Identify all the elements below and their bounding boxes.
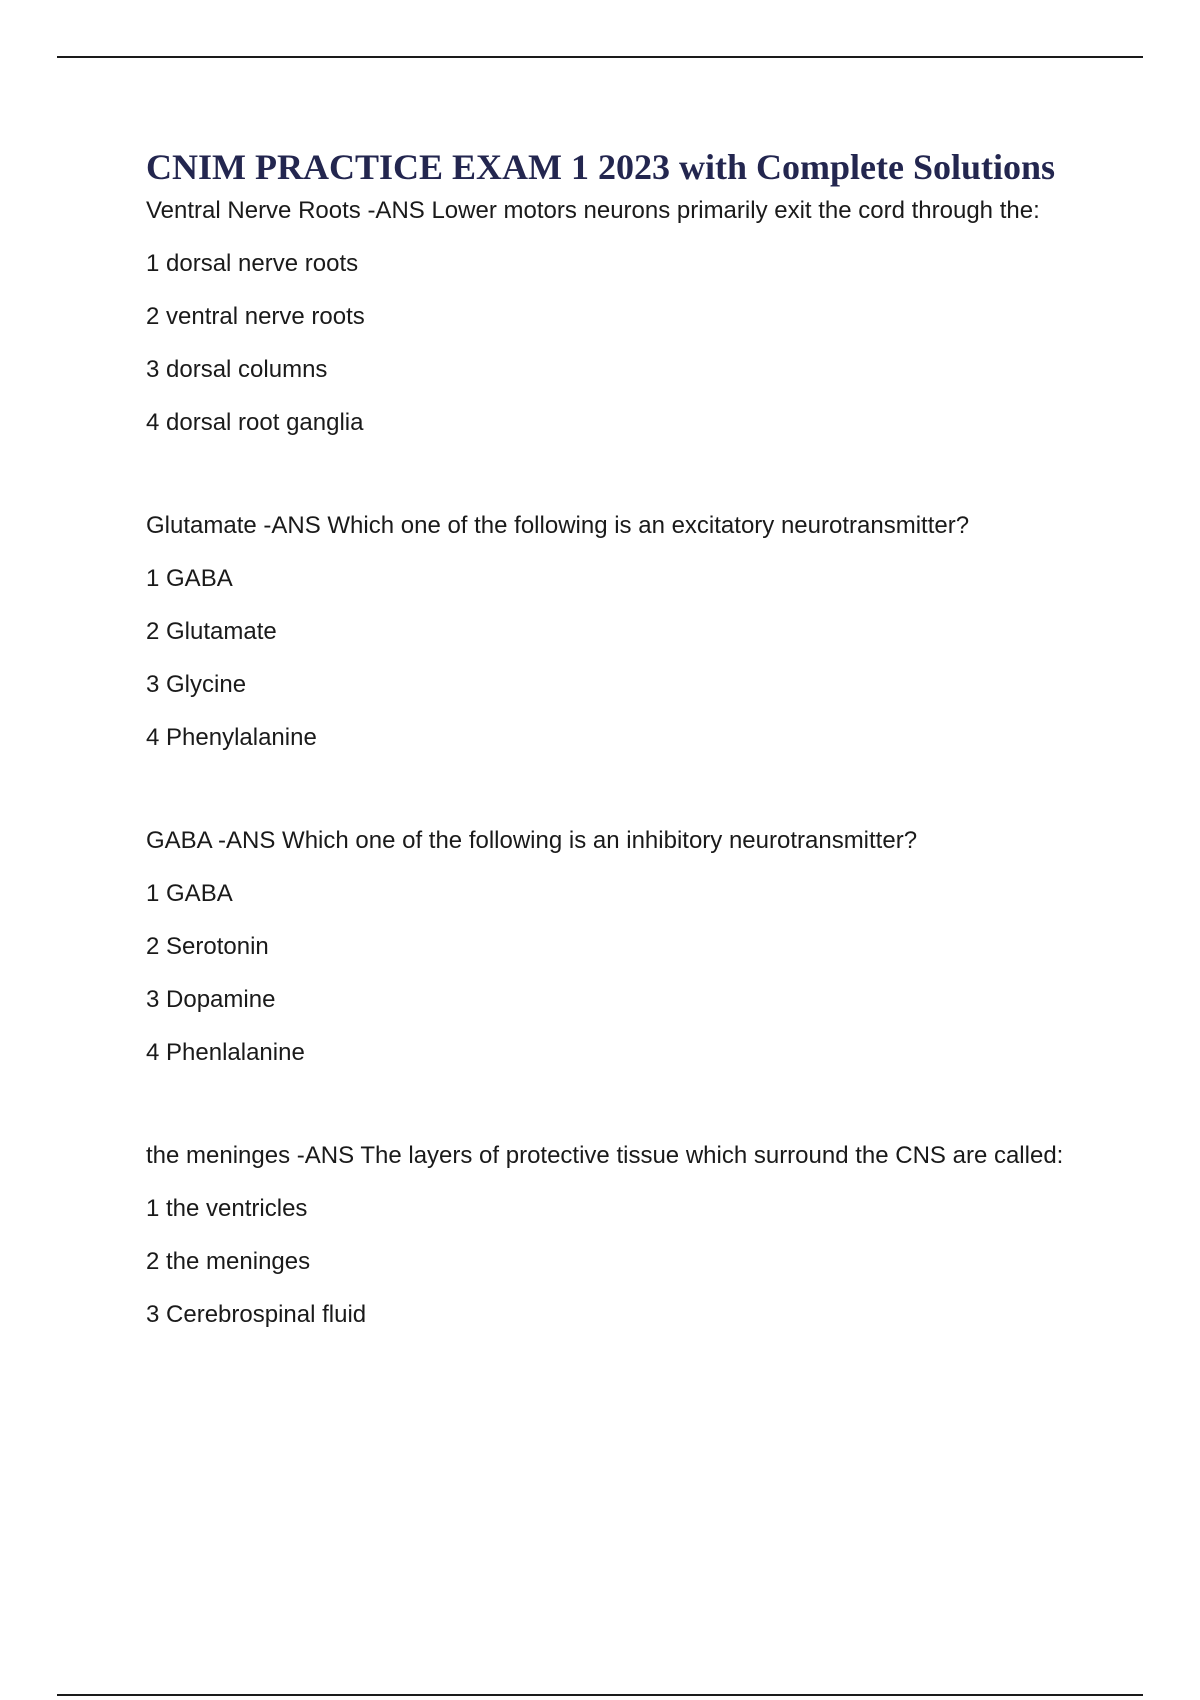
answer-option: 1 the ventricles xyxy=(146,1195,308,1222)
answer-option: 1 dorsal nerve roots xyxy=(146,250,359,277)
answer-option: 4 Phenlalanine xyxy=(146,1039,305,1066)
answer-option: 2 ventral nerve roots xyxy=(146,303,365,330)
question-text: GABA -ANS Which one of the following is an inhibitory neurotransmitter? xyxy=(146,827,918,854)
answer-option: 1 GABA xyxy=(146,565,233,592)
question-4 xyxy=(146,1137,1096,1334)
question-text: Ventral Nerve Roots -ANS Lower motors neurons primarily exit the cord through the: xyxy=(146,197,1040,224)
top-rule xyxy=(57,56,1143,58)
question-2 xyxy=(146,507,1096,757)
question-3 xyxy=(146,822,1096,1072)
document-body xyxy=(146,142,1096,1334)
answer-option: 2 Glutamate xyxy=(146,618,277,645)
question-1 xyxy=(146,192,1096,442)
answer-option: 2 Serotonin xyxy=(146,933,269,960)
answer-option: 4 dorsal root ganglia xyxy=(146,409,364,436)
answer-option: 3 Glycine xyxy=(146,671,247,698)
answer-option: 3 Cerebrospinal fluid xyxy=(146,1301,367,1328)
answer-option: 3 dorsal columns xyxy=(146,356,328,383)
answer-option: 2 the meninges xyxy=(146,1248,311,1275)
question-text: Glutamate -ANS Which one of the following is an excitatory neurotransmitter? xyxy=(146,512,970,539)
question-text: the meninges -ANS The layers of protective tissue which surround the CNS are called: xyxy=(146,1142,1064,1169)
answer-option: 3 Dopamine xyxy=(146,986,276,1013)
document-title: CNIM PRACTICE EXAM 1 2023 with Complete Solutions xyxy=(146,147,1056,187)
bottom-rule xyxy=(57,1694,1143,1696)
answer-option: 1 GABA xyxy=(146,880,233,907)
answer-option: 4 Phenylalanine xyxy=(146,724,317,751)
